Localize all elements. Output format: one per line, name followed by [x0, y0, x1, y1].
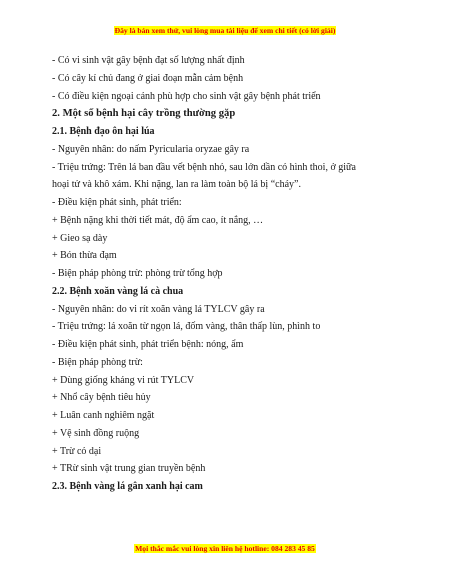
- subsection-heading: 2.2. Bệnh xoăn vàng lá cà chua: [52, 285, 184, 297]
- text-line: + Trừ cỏ dại: [52, 445, 102, 457]
- text-line: - Nguyên nhân: do vi rít xoăn vàng lá TYLCV gây ra: [52, 303, 265, 315]
- text-line: - Triệu trứng: lá xoăn từ ngọn lá, đốm vàng, thân thấp lùn, phình to: [52, 321, 321, 333]
- text-line: - Có vi sinh vật gây bệnh đạt số lượng nhất định: [52, 55, 245, 66]
- text-line: + Dùng giống kháng vi rút TYLCV: [52, 374, 195, 386]
- text-line: - Biện pháp phòng trừ: phòng trừ tổng hợp: [52, 268, 223, 279]
- text-line: - Nguyên nhân: do nấm Pyricularia oryzae gây ra: [52, 143, 250, 155]
- preview-notice-banner: [0, 26, 450, 36]
- subsection-heading: 2.3. Bệnh vàng lá gân xanh hại cam: [52, 481, 203, 492]
- text-line: - Có cây kí chủ đang ở giai đoạn mẫn cảm bệnh: [52, 72, 244, 84]
- text-line: + Vệ sinh đồng ruộng: [52, 427, 140, 439]
- text-line: - Có điều kiện ngoại cảnh phù hợp cho sinh vật gây bệnh phát triển: [52, 90, 321, 102]
- preview-notice-text: Đây là bản xem thử, vui lòng mua tài liệu để xem chi tiết (có lời giải): [114, 26, 336, 35]
- document-body: [52, 54, 412, 498]
- text-line: + Bón thừa đạm: [52, 250, 117, 262]
- hotline-notice-text: Mọi thắc mắc vui lòng xin liên hệ hotline: 084 283 45 85: [135, 544, 315, 553]
- section-heading: 2. Một số bệnh hại cây trồng thường gặp: [52, 108, 236, 120]
- text-line: hoại tử và khô xám. Khi nặng, lan ra làm toàn bộ lá bị “cháy”.: [52, 179, 301, 191]
- text-line: + Luân canh nghiêm ngặt: [52, 410, 155, 421]
- hotline-notice-banner: [0, 544, 450, 554]
- text-line: + TRừ sinh vật trung gian truyền bệnh: [52, 463, 206, 475]
- text-line: + Nhổ cây bệnh tiêu hủy: [52, 392, 151, 404]
- text-line: - Điều kiện phát sinh, phát triển:: [52, 197, 182, 208]
- text-line: + Gieo sạ dày: [52, 232, 108, 244]
- text-line: + Bệnh nặng khi thời tiết mát, độ ẩm cao, ít nắng, …: [52, 214, 264, 226]
- text-line: - Điều kiện phát sinh, phát triển bệnh: nóng, ẩm: [52, 339, 244, 350]
- text-line: - Biện pháp phòng trừ:: [52, 356, 143, 368]
- text-line: - Triệu trứng: Trên lá ban đầu vết bệnh nhỏ, sau lớn dần có hình thoi, ở giữa: [52, 161, 356, 173]
- subsection-heading: 2.1. Bệnh đạo ôn hại lúa: [52, 126, 155, 137]
